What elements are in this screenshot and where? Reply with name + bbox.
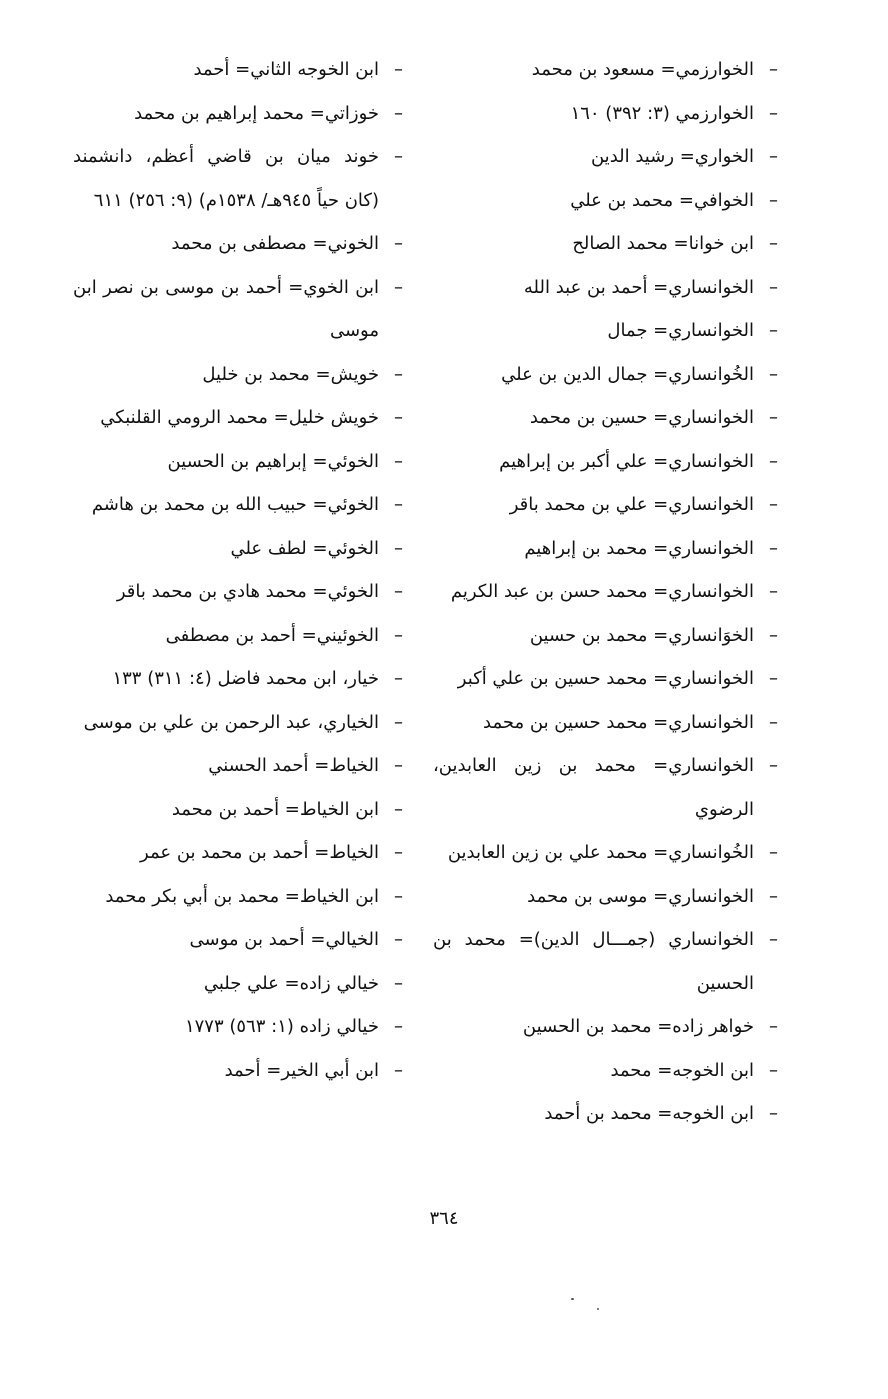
entry-text: ابن الخياط= محمد بن أبي بكر محمد — [105, 885, 379, 907]
index-entry — [433, 831, 778, 875]
entry-dash: – — [769, 668, 778, 689]
entry-dash: – — [394, 711, 403, 733]
index-column-right — [433, 48, 778, 1136]
entry-dash: – — [394, 885, 403, 907]
entry-dash: – — [394, 929, 403, 950]
entry-text: ابن الخياط= أحمد بن محمد — [171, 798, 379, 820]
entry-dash: – — [394, 146, 403, 167]
entry-dash: – — [394, 494, 403, 515]
entry-text: خيار، ابن محمد فاضل (٤: ٣١١) ١٣٣ — [112, 668, 379, 689]
entry-dash: – — [769, 494, 778, 515]
entry-text: خوزاتي= محمد إبراهيم بن محمد — [134, 102, 379, 124]
index-entry — [73, 744, 403, 788]
index-entry — [433, 657, 778, 701]
entry-text: الخياط= أحمد الحسني — [208, 755, 379, 776]
entry-text: الخوانساري= علي بن محمد باقر — [509, 494, 754, 515]
entry-dash: – — [394, 102, 403, 124]
entry-text: الخوافي= محمد بن علي — [570, 189, 754, 211]
entry-text: الخوئيني= أحمد بن مصطفى — [165, 624, 379, 646]
entry-dash: – — [769, 233, 778, 254]
index-entry — [73, 1005, 403, 1049]
index-entry — [73, 831, 403, 875]
index-entry — [73, 135, 403, 222]
entry-dash: – — [394, 276, 403, 298]
entry-dash: – — [394, 972, 403, 994]
entry-text: الخوانساري= جمال — [607, 320, 754, 341]
scan-speck — [597, 1308, 599, 1310]
entry-text: الخوَانساري= محمد بن حسين — [529, 624, 754, 646]
entry-dash: – — [394, 363, 403, 385]
entry-text: خيالي زاده (١: ٥٦٣) ١٧٧٣ — [184, 1016, 379, 1037]
entry-text: خوند ميان بن قاضي أعظم، دانشمند (كان حياً ٩٤٥هـ/ ١٥٣٨م) (٩: ٢٥٦) ٦١١ — [73, 146, 379, 211]
entry-dash: – — [394, 537, 403, 559]
entry-text: ابن الخوي= أحمد بن موسى بن نصر ابن موسى — [73, 276, 379, 341]
page-number: ٣٦٤ — [429, 1208, 459, 1229]
index-entry — [73, 440, 403, 484]
index-entry — [73, 657, 403, 701]
index-entry — [433, 483, 778, 527]
entry-text: الخوانساري= محمد حسين بن علي أكبر — [457, 668, 754, 689]
index-entry — [73, 222, 403, 266]
index-entry — [433, 614, 778, 658]
entry-text: الخوئي= حبيب الله بن محمد بن هاشم — [91, 494, 379, 515]
index-entry — [73, 527, 403, 571]
entry-text: الخوانساري= محمد بن إبراهيم — [524, 537, 754, 559]
entry-dash: – — [769, 189, 778, 211]
index-entry — [433, 266, 778, 310]
index-entry — [433, 701, 778, 745]
entry-dash: – — [769, 929, 778, 950]
entry-text: الخوانساري= محمد حسن بن عبد الكريم — [450, 581, 754, 602]
index-entry — [433, 875, 778, 919]
index-entry — [73, 353, 403, 397]
index-entry — [433, 222, 778, 266]
entry-dash: – — [394, 624, 403, 646]
entry-dash: – — [769, 450, 778, 472]
entry-dash: – — [769, 1103, 778, 1124]
entry-dash: – — [769, 581, 778, 602]
index-entry — [73, 962, 403, 1006]
index-column-left — [73, 48, 403, 1092]
entry-dash: – — [769, 146, 778, 167]
entry-text: خواهر زاده= محمد بن الحسين — [522, 1016, 754, 1037]
index-entry — [433, 309, 778, 353]
entry-text: الخيالي= أحمد بن موسى — [189, 929, 379, 950]
entry-text: الخوئي= إبراهيم بن الحسين — [167, 450, 379, 472]
entry-text: الخوني= مصطفى بن محمد — [171, 233, 379, 254]
entry-text: الخوئي= لطف علي — [230, 537, 379, 559]
entry-text: ابن أبي الخير= أحمد — [224, 1059, 379, 1081]
entry-text: الخُوانساري= محمد علي بن زين العابدين — [447, 842, 754, 863]
index-entry — [433, 179, 778, 223]
index-entry — [433, 92, 778, 136]
entry-text: الخوانساري (جمـــال الدين)= محمد بن الحسين — [433, 929, 754, 994]
index-entry — [73, 614, 403, 658]
index-entry — [433, 48, 778, 92]
entry-dash: – — [769, 537, 778, 559]
index-entry — [73, 92, 403, 136]
entry-dash: – — [769, 842, 778, 863]
entry-text: الخوانساري= موسى بن محمد — [527, 885, 754, 907]
index-entry — [73, 701, 403, 745]
entry-dash: – — [394, 407, 403, 428]
entry-dash: – — [394, 842, 403, 863]
index-entry — [73, 918, 403, 962]
entry-text: الخوانساري= أحمد بن عبد الله — [523, 276, 754, 298]
index-entry — [433, 1005, 778, 1049]
index-entry — [433, 570, 778, 614]
index-entry — [433, 353, 778, 397]
entry-dash: – — [394, 1059, 403, 1081]
entry-dash: – — [394, 59, 403, 80]
entry-text: الخواري= رشيد الدين — [590, 146, 754, 167]
entry-text: الخوانساري= حسين بن محمد — [529, 407, 754, 428]
index-entry — [433, 744, 778, 831]
entry-text: الخوارزمي (٣: ٣٩٢) ١٦٠ — [570, 102, 754, 124]
scan-speck — [571, 1298, 574, 1300]
index-entry — [433, 1092, 778, 1136]
entry-text: ابن الخوجه الثاني= أحمد — [193, 59, 379, 80]
entry-dash: – — [394, 798, 403, 820]
index-entry — [433, 527, 778, 571]
entry-text: خيالي زاده= علي جلبي — [203, 972, 379, 994]
index-entry — [433, 396, 778, 440]
index-entry — [73, 266, 403, 353]
index-entry — [433, 1049, 778, 1093]
entry-text: الخوئي= محمد هادي بن محمد باقر — [116, 581, 379, 602]
entry-dash: – — [394, 450, 403, 472]
entry-dash: – — [769, 1016, 778, 1037]
entry-text: الخياري، عبد الرحمن بن علي بن موسى — [83, 711, 379, 733]
entry-text: الخُوانساري= جمال الدين بن علي — [501, 363, 754, 385]
entry-dash: – — [769, 755, 778, 776]
entry-dash: – — [394, 581, 403, 602]
entry-text: الخوارزمي= مسعود بن محمد — [531, 59, 754, 80]
entry-dash: – — [769, 320, 778, 341]
index-entry — [73, 788, 403, 832]
entry-text: ابن الخوجه= محمد بن أحمد — [544, 1103, 754, 1124]
index-entry — [73, 483, 403, 527]
entry-dash: – — [394, 1016, 403, 1037]
entry-text: الخياط= أحمد بن محمد بن عمر — [140, 842, 379, 863]
entry-text: خويش= محمد بن خليل — [202, 363, 379, 385]
entry-text: ابن خوانا= محمد الصالح — [572, 233, 754, 254]
entry-dash: – — [769, 276, 778, 298]
index-entry — [73, 875, 403, 919]
entry-dash: – — [769, 1059, 778, 1081]
index-entry — [73, 48, 403, 92]
entry-text: الخوانساري= علي أكبر بن إبراهيم — [499, 450, 754, 472]
entry-dash: – — [769, 624, 778, 646]
entry-text: الخوانساري= محمد حسين بن محمد — [483, 711, 754, 733]
entry-dash: – — [769, 711, 778, 733]
index-entry — [433, 918, 778, 1005]
entry-dash: – — [769, 407, 778, 428]
index-entry — [73, 570, 403, 614]
entry-dash: – — [769, 885, 778, 907]
index-entry — [73, 396, 403, 440]
entry-dash: – — [394, 668, 403, 689]
index-entry — [433, 135, 778, 179]
entry-dash: – — [394, 755, 403, 776]
entry-dash: – — [769, 102, 778, 124]
entry-text: خويش خليل= محمد الرومي القلنبكي — [100, 407, 379, 428]
index-entry — [73, 1049, 403, 1093]
entry-dash: – — [394, 233, 403, 254]
entry-text: الخوانساري= محمد بن زين العابدين، الرضوي — [433, 755, 754, 820]
entry-text: ابن الخوجه= محمد — [610, 1059, 754, 1081]
entry-dash: – — [769, 59, 778, 80]
entry-dash: – — [769, 363, 778, 385]
index-entry — [433, 440, 778, 484]
